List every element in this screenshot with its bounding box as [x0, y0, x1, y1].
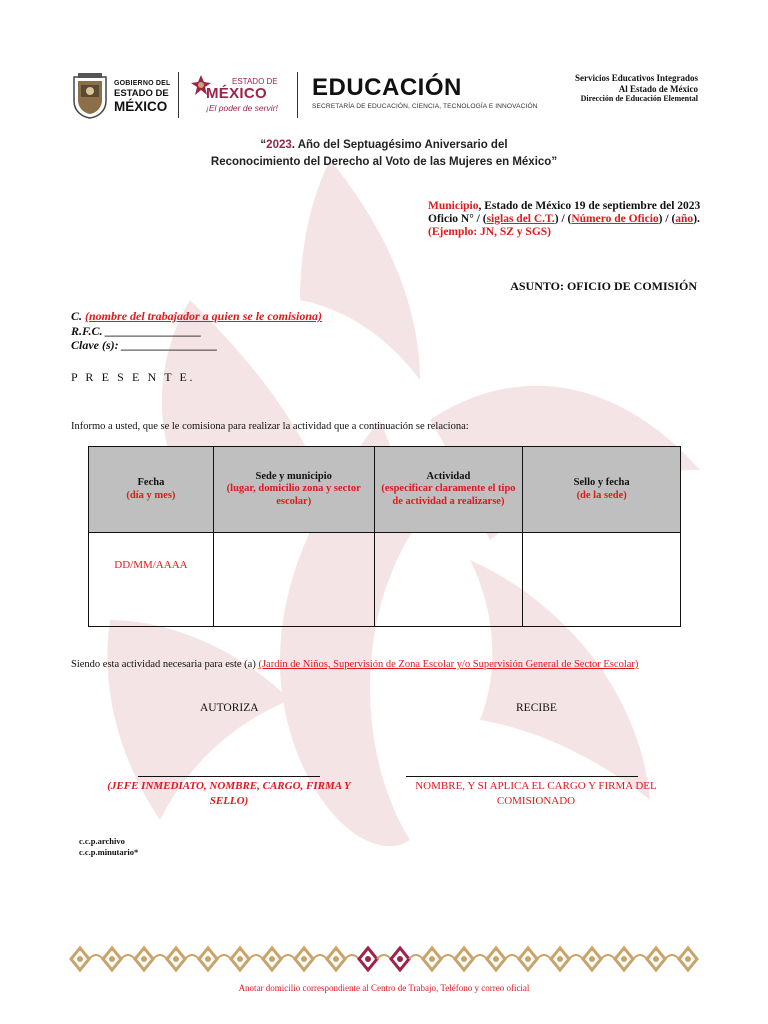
siglas-placeholder: siglas del C.T.	[486, 213, 555, 225]
gobierno-logo-text	[114, 80, 170, 113]
ornament-motif	[103, 948, 135, 970]
educacion-logo	[312, 76, 538, 110]
date-block	[428, 200, 700, 239]
ornament-motif	[455, 948, 487, 970]
oficio-sep2: ) / (	[658, 213, 676, 225]
recibe-label: RECIBE	[516, 702, 557, 714]
informo-paragraph: Informo a usted, que se le comisiona para realizar la actividad que a continuación se relaciona:	[71, 421, 469, 432]
coat-of-arms-icon	[70, 71, 110, 119]
motto-line2: Reconocimiento del Derecho al Voto de las Mujeres en México”	[210, 156, 558, 168]
ornament-motif	[167, 948, 199, 970]
anio-placeholder: año	[675, 213, 694, 225]
clave-line: Clave (s): ________________	[71, 338, 218, 352]
activity-table	[88, 446, 681, 627]
sei-line2: Al Estado de México	[618, 83, 698, 94]
school-type-placeholder: (Jardín de Niños, Supervisión de Zona Escolar y/o Supervisión General de Sector Escolar)	[258, 659, 639, 670]
footer-note: Anotar domicilio correspondiente al Centro de Trabajo, Teléfono y correo oficial	[238, 983, 530, 993]
edomex-slogan: ¡El poder de servir!	[206, 103, 278, 113]
addressee-block	[71, 309, 322, 353]
motto-line1: . Año del Septuagésimo Aniversario del	[291, 139, 508, 151]
recibe-signature-line	[406, 776, 638, 777]
numero-placeholder: Número de Oficio	[571, 213, 659, 225]
ornament-motif	[519, 948, 551, 970]
ornament-motif	[199, 948, 231, 970]
year-motto	[0, 137, 768, 171]
siendo-paragraph	[71, 659, 638, 670]
presente: P R E S E N T E.	[71, 370, 196, 384]
oficio-end: ).	[693, 213, 700, 225]
header-sello: Sello y fecha (de la sede)	[523, 447, 681, 533]
ornament-motif	[423, 948, 455, 970]
siendo-text: Siendo esta actividad necesaria para este (a)	[71, 659, 259, 670]
edomex-line1: ESTADO DE	[232, 77, 278, 86]
cell-sello	[523, 533, 681, 627]
sei-line3: Dirección de Educación Elemental	[580, 94, 698, 103]
ornament-motif	[615, 948, 647, 970]
ornament-motif	[71, 948, 103, 970]
autoriza-signature-line	[138, 776, 320, 777]
header-sede: Sede y municipio (lugar, domicilio zona y sector escolar)	[213, 447, 374, 533]
cell-sede	[213, 533, 374, 627]
table-header-row	[89, 447, 681, 533]
gobierno-line1: GOBIERNO DEL	[114, 80, 171, 87]
ornamental-border	[64, 941, 704, 977]
ccp-block	[79, 836, 138, 857]
oficio-sep1: ) / (	[554, 213, 572, 225]
sei-line1: Servicios Educativos Integrados	[574, 73, 698, 83]
asunto-line: ASUNTO: OFICIO DE COMISIÓN	[510, 279, 697, 293]
edomex-line2: MÉXICO	[206, 85, 267, 102]
educacion-subtitle: SECRETARÍA DE EDUCACIÓN, CIENCIA, TECNOLOGÍA E INNOVACIÓN	[312, 103, 538, 110]
autoriza-detail: (JEFE INMEDIATO, NOMBRE, CARGO, FIRMA Y SELLO)	[107, 780, 351, 807]
ornament-motif	[359, 948, 391, 970]
cell-actividad	[374, 533, 523, 627]
recibe-detail: NOMBRE, Y SI APLICA EL CARGO Y FIRMA DEL COMISIONADO	[415, 780, 657, 807]
header-divider	[178, 72, 179, 118]
table-row	[89, 533, 681, 627]
gobierno-line2: ESTADO DE	[114, 88, 169, 99]
ornament-motif	[647, 948, 679, 970]
header-fecha: Fecha (día y mes)	[89, 447, 214, 533]
ccp-line1: c.c.p.archivo	[79, 836, 125, 846]
ornament-motif	[327, 948, 359, 970]
ejemplo-note: (Ejemplo: JN, SZ y SGS)	[428, 226, 551, 238]
ornament-motif	[263, 948, 295, 970]
rfc-line: R.F.C. ________________	[71, 323, 202, 338]
edomex-logo-text	[206, 78, 278, 113]
ornament-motif	[583, 948, 615, 970]
header-divider-2	[297, 72, 298, 118]
ornament-motif	[551, 948, 583, 970]
worker-name-placeholder: (nombre del trabajador a quien se le comisiona)	[85, 309, 323, 323]
oficio-prefix: Oficio N° / (	[428, 213, 487, 225]
ornament-motif	[391, 948, 423, 970]
ornament-motif	[135, 948, 167, 970]
cell-fecha: DD/MM/AAAA	[89, 533, 214, 627]
municipio-placeholder: Municipio	[428, 200, 479, 212]
date-text: , Estado de México 19 de septiembre del 2023	[478, 200, 701, 212]
header-actividad: Actividad (especificar claramente el tipo de actividad a realizarse)	[374, 447, 523, 533]
motto-year: 2023	[266, 139, 292, 151]
gobierno-line3: MÉXICO	[114, 98, 168, 114]
ornament-motif	[487, 948, 519, 970]
c-label: C.	[71, 309, 83, 323]
ornament-motif	[231, 948, 263, 970]
motto-open-quote: “	[260, 139, 267, 151]
ornament-motif	[679, 948, 697, 970]
ornament-motif	[295, 948, 327, 970]
educacion-title: EDUCACIÓN	[312, 74, 462, 101]
autoriza-label: AUTORIZA	[200, 702, 259, 714]
ccp-line2: c.c.p.minutario*	[79, 846, 139, 857]
sei-block	[575, 73, 698, 105]
